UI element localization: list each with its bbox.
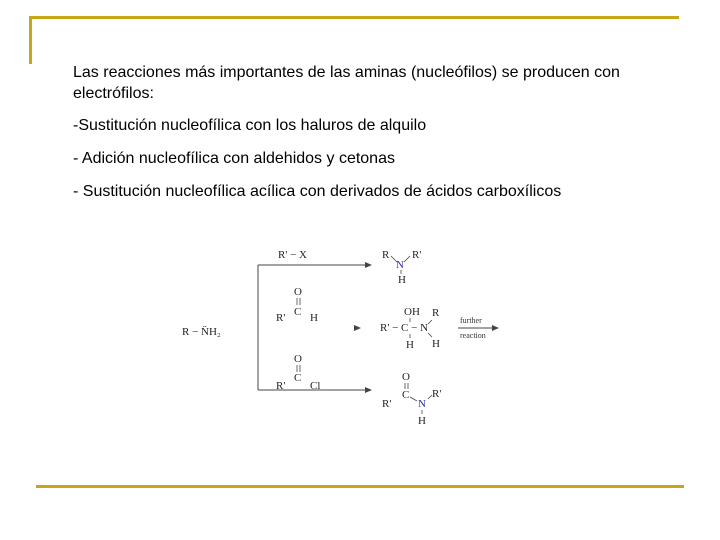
product2-chain: R' − C − N [380,322,429,334]
reagent-carbonyl-h: H [310,312,318,324]
bullet-substitution: -Sustitución nucleofílica con los haluros de alquilo [73,117,427,134]
reagent-acyl-o: O [294,353,302,365]
product3-o: O [402,371,410,383]
intro-text: Las reacciones más importantes de las aminas (nucleófilos) se producen con electrófilos: [73,64,620,102]
arrow-label-top: further [460,316,482,325]
reagent-acyl-cl: Cl [310,380,321,392]
product3-r: R' [382,398,392,410]
slide-text [73,62,673,214]
product1-r2: R' [412,249,422,261]
product2-h1: H [406,339,414,351]
left-rule [29,16,32,64]
arrow-halide-head [365,262,372,268]
amine-label: R − N̈H₂ [182,326,221,338]
product1-h: H [398,274,406,286]
bullet-addition: - Adición nucleofílica con aldehidos y cetonas [73,150,395,167]
product3-h: H [418,415,426,427]
product2-r: R [432,307,440,319]
product2-h2: H [432,338,440,350]
reaction-scheme [170,235,510,435]
product3-r2: R' [432,388,442,400]
product2-oh: OH [404,306,420,318]
reagent-carbonyl-c: C [294,306,302,318]
bullet-acyl-substitution: - Sustitución nucleofílica acílica con derivados de ácidos carboxílicos [73,183,562,200]
reagent-halide: R' − X [278,249,307,261]
further-reaction-arrow-head [492,325,499,331]
arrow-carbonyl-head [354,325,361,331]
product3-n: N [418,398,426,410]
arrow-acyl-head [365,387,372,393]
top-rule [29,16,679,19]
reagent-acyl-c: C [294,372,302,384]
reagent-acyl-r: R' [276,380,286,392]
product1-r: R [382,249,390,261]
product1-n: N [396,259,404,271]
product3-c: C [402,389,410,401]
arrow-label-bottom: reaction [460,331,486,340]
bottom-rule [36,485,684,488]
reagent-carbonyl-o: O [294,286,302,298]
reagent-carbonyl-r: R' [276,312,286,324]
